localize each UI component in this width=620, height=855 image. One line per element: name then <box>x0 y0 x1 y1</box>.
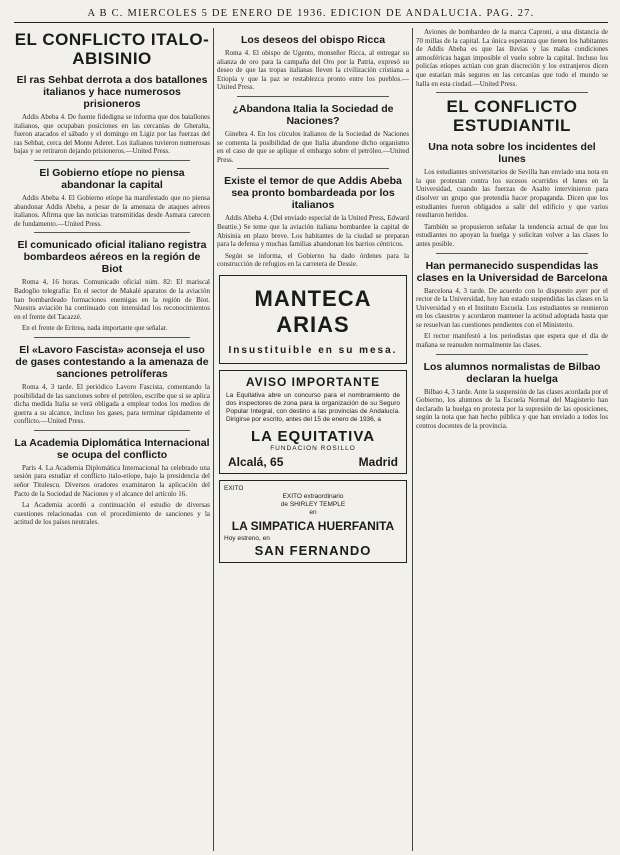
article-text: Roma 4, 16 horas. Comunicado oficial núm. 82: El mariscal Badoglio telegrafía: En el sector de Makalé aparatos de la aviación han bombardeado formaciones enemigas en la región de Biot. Nuestra aviación ha continuado con intensidad los reconocimientos en el frente del Tacazzé. <box>14 278 210 321</box>
article-text: Addis Abeba 4. El Gobierno etíope ha manifestado que no piensa abandonar Addis Abeba, a pesar de la amenaza de ataques aéreos italianos. Afirma que las noticias transmitidas desde Asmara carecen de fundamento.—United Press. <box>14 193 210 228</box>
divider <box>436 354 588 355</box>
ad-address <box>228 455 398 469</box>
article-text: Bilbao 4, 3 tarde. Ante la suspensión de las clases acordada por el Gobierno, los alumnos de la Escuela Normal del Magisterio han declarado la huelga en protesta por la supresión de las oposiciones, según la nota que han hecho pública y que han enviado a todos los centros docentes de la provincia. <box>416 387 608 431</box>
columns <box>14 28 608 851</box>
article-text: También se propusieron señalar la tendencia actual de que los estudiantes no apoyan la huelga y solicitan volver a las clases lo antes posible. <box>416 222 608 248</box>
ad-company: LA EQUITATIVA <box>250 427 376 445</box>
newspaper-page <box>14 6 608 851</box>
ad-title: AVISO IMPORTANTE <box>245 374 381 389</box>
article-text: Addis Abeba 4. (Del enviado especial de la United Press, Edward Beattie.) Se teme que la aviación italiana bombardee la capital de Abisinia en plazo breve. Los habitantes de la ciudad se preparan para la defensa y muchas familias abandonan los barrios céntricos. <box>217 214 409 249</box>
advertisement-la-equitativa <box>219 370 407 474</box>
column-rule <box>213 28 214 851</box>
divider <box>34 160 190 161</box>
article-text: Addis Abeba 4. De fuente fidedigna se informa que dos batallones italianos, que ocupaban posiciones en las cercanías de Gheralta, fueron atacados el sábado y el domingo en Ligiz por las fuerzas del ras Sehbat, cerca del Monte Aderet. Los italianos tuvieron numerosas bajas y se retiraron dejando prisioneros.—United Press. <box>14 113 210 156</box>
article-text: Ginebra 4. En los círculos italianos de la Sociedad de Naciones se comenta la posibilidad de que Italia abandone dicho organismo en el caso de que se aplique el embargo sobre el petróleo.—United Press. <box>217 129 409 164</box>
article-text: París 4. La Academia Diplomática Internacional ha celebrado una sesión para estudiar el conflicto italo-etíope, bajo la presidencia del señor Titulescu. Diversos oradores examinaron la aplicación del Pacto de la Sociedad de Naciones y el alcance del artículo 16. <box>14 463 210 498</box>
ad-brand: MANTECA ARIAS <box>254 285 372 337</box>
divider <box>436 253 588 254</box>
article-text: El rector manifestó a los periodistas que espera que el día de mañana se reanuden normalmente las clases. <box>416 332 608 350</box>
ad-line: Hoy estreno, en <box>224 534 270 542</box>
ad-street: Alcalá, 65 <box>228 454 284 469</box>
page-header: A B C. MIERCOLES 5 DE ENERO DE 1936. EDICION DE ANDALUCIA. PAG. 27. <box>14 6 608 23</box>
article-title: El ras Sehbat derrota a dos batallones italianos y hace numerosos prisioneros <box>16 74 208 110</box>
article-title: El «Lavoro Fascista» aconseja el uso de gases contestando a la amenaza de sanciones petrolíferas <box>15 343 209 380</box>
article-text: Según se informa, el Gobierno ha dado órdenes para la construcción de refugios en la carretera de Dessie. <box>217 251 409 269</box>
article-title: Una nota sobre los incidentes del lunes <box>428 141 596 166</box>
section-title-conflicto-estudiantil: EL CONFLICTO ESTUDIANTIL <box>446 97 578 136</box>
article-title: El comunicado oficial italiano registra bombardeos aéreos en la región de Biot <box>17 239 207 276</box>
ad-film-title: LA SIMPATICA HUERFANITA <box>231 518 395 533</box>
advertisement-manteca-arias <box>219 275 407 364</box>
column-left <box>14 28 210 851</box>
ad-foundation: FUNDACION ROSILLO <box>270 444 356 452</box>
article-title: La Academia Diplomática Internacional se ocupa del conflicto <box>14 436 210 461</box>
article-title: Existe el temor de que Addis Abeba sea pronto bombardeada por los italianos <box>224 175 402 212</box>
ad-body: La Equitativa abre un concurso para el nombramiento de dos inspectores de zona para la organización de su Seguro Popular Integral, con destino a las provincias de Andalucía. Dirigirse por escrito, antes del 15 de enero de 1936, a <box>226 391 400 423</box>
advertisement-cinema <box>219 480 407 563</box>
article-text: Aviones de bombardeo de la marca Caproni, a una distancia de 70 millas de la capital. La única esperanza que tienen los habitantes de Addis Abeba es que las lluvias y las malas condiciones atmosféricas hagan imposible el vuelo sobre la capital. Incluso los policías etíopes actúan con gran discreción y los extranjeros dicen que estarían más seguros en las cercanías que todo el mundo se halla en esta ciudad.—United Press. <box>416 28 608 88</box>
ad-line: de SHIRLEY TEMPLE <box>280 500 346 508</box>
divider <box>436 92 588 93</box>
ad-line: EXITO <box>224 484 244 492</box>
ad-line: EXITO extraordinario <box>282 492 344 500</box>
article-title: El Gobierno etíope no piensa abandonar la capital <box>39 166 185 191</box>
column-right <box>416 28 608 851</box>
article-text: La Academia acordó a continuación el estudio de diversas cuestiones relacionadas con el procedimiento de sanciones y la actitud de los países neutrales. <box>14 501 210 527</box>
article-title: ¿Abandona Italia la Sociedad de Naciones? <box>232 102 394 127</box>
divider <box>237 168 389 169</box>
ad-line: en <box>309 508 317 516</box>
ad-city: Madrid <box>358 454 398 469</box>
article-title: Los alumnos normalistas de Bilbao declaran la huelga <box>423 360 601 385</box>
article-text: Barcelona 4, 3 tarde. De acuerdo con lo dispuesto ayer por el rector de la Universidad, hoy han estado suspendidas las clases en la Universidad y en el Instituto Escuela. Los estudiantes se reunieron en los claustros y acordaron mantener la actitud adoptada hasta que se resuelvan las cuestiones pendientes con el Ministerio. <box>416 286 608 329</box>
divider <box>34 430 190 431</box>
divider <box>237 96 389 97</box>
article-title: Han permanecido suspendidas las clases en la Universidad de Barcelona <box>416 259 608 284</box>
divider <box>34 337 190 338</box>
article-text: Roma 4. El obispo de Ugento, monseñor Ricca, al entregar su alianza de oro para la campaña del Oro por la Patria, expresó su deseo de que las tropas italianas lleven la civilización cristiana a Etiopía y que la paz se restablezca pronto entre los pueblos.—United Press. <box>217 49 409 92</box>
ad-slogan: Insustituible en su mesa. <box>228 344 398 356</box>
article-title: Los deseos del obispo Ricca <box>240 34 386 46</box>
article-text: Roma 4, 3 tarde. El periódico Lavoro Fascista, comentando la posibilidad de las sanciones sobre el petróleo, escribe que si se aplica dicha medida Italia se verá obligada a emplear todos los medios de guerra a su alcance, incluso los gases, para terminar rápidamente el conflicto.—United Press. <box>14 382 210 426</box>
column-middle <box>217 28 409 851</box>
column-rule <box>412 28 413 851</box>
article-text: En el frente de Eritrea, nada importante que señalar. <box>22 324 168 333</box>
divider <box>34 232 190 233</box>
article-text: Los estudiantes universitarios de Sevilla han enviado una nota en la que protestan contra los sucesos ocurridos el lunes en la Universidad, cuando las fuerzas de Asalto intervinieron para disolver un grupo que pretendía hacer propaganda. Dicen que los estudiantes fueron obligados a salir del edificio y que varios resultaron heridos. <box>416 168 608 220</box>
ad-cinema-name: SAN FERNANDO <box>254 542 372 558</box>
section-title-italo-abisinio: EL CONFLICTO ITALO-ABISINIO <box>14 30 210 68</box>
